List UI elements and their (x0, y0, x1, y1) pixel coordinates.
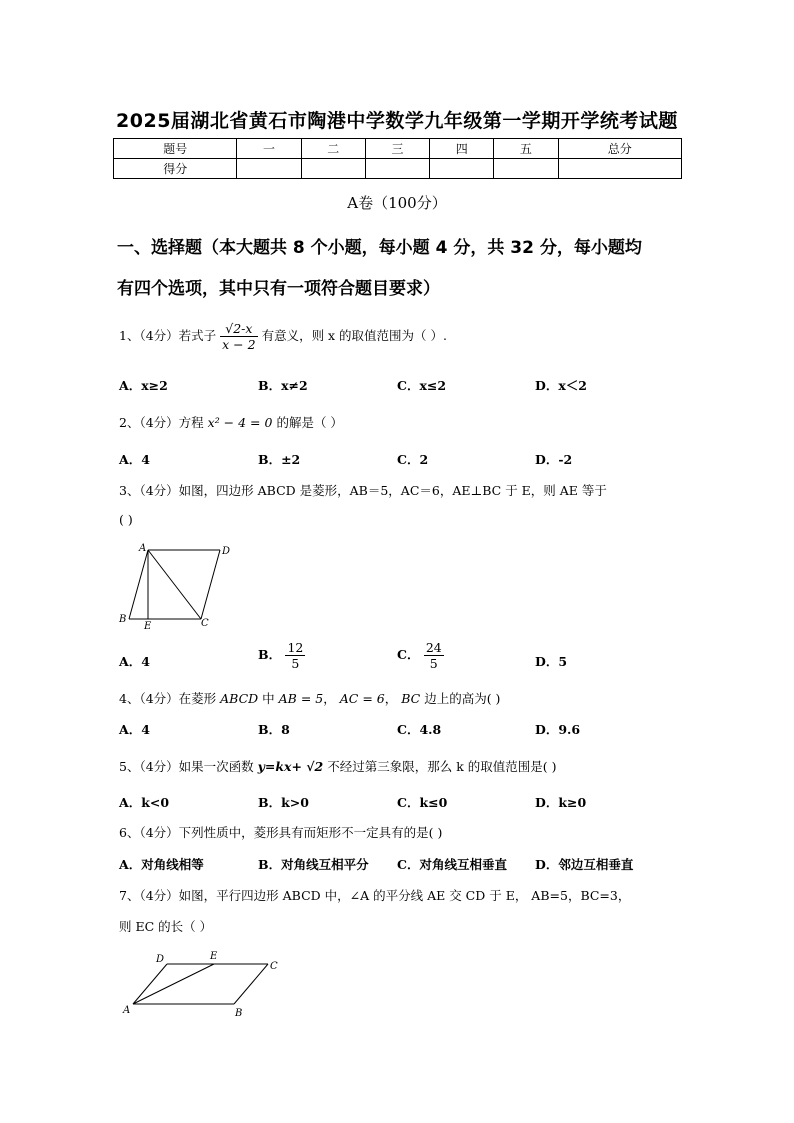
q7-label-e: E (210, 951, 218, 962)
q4-math-ab: AB = 5 (278, 691, 324, 706)
score-table-header-row (114, 139, 682, 159)
q4-prefix: 4、（4分）在菱形 (119, 691, 217, 706)
question-7-line2: 则 EC 的长（ ） (119, 919, 213, 934)
q7-label-a: A (123, 1005, 131, 1016)
q4-math-bc: BC (401, 691, 421, 706)
question-3-line1: 3、（4分）如图，四边形 ABCD 是菱形，AB＝5，AC＝6，AE⊥BC 于 E，则 AE 等于 (119, 483, 607, 498)
score-header-cell: 五 (494, 139, 558, 159)
score-table-score-row (114, 159, 682, 179)
q3-option-c-den: 5 (429, 656, 438, 671)
q5-prefix: 5、（4分）如果一次函数 (119, 759, 254, 774)
q2-prefix: 2、（4分）方程 (119, 415, 204, 430)
q6-option-a[interactable]: A．对角线相等 (119, 857, 204, 872)
q6-option-d[interactable]: D．邻边互相垂直 (535, 857, 634, 872)
question-4 (119, 689, 500, 707)
q4-option-a[interactable]: A．4 (119, 722, 150, 737)
q3-label-e: E (144, 621, 152, 632)
question-6: 6、（4分）下列性质中，菱形具有而矩形不一定具有的是( ) (119, 825, 443, 840)
q7-label-b: B (235, 1008, 243, 1019)
q3-label-c: C (201, 618, 209, 629)
question-3-line2: ( ) (119, 512, 133, 527)
score-cell[interactable] (237, 159, 301, 179)
q5-equation: y=kx+ √2 (257, 759, 324, 774)
q3-option-c-num: 24 (425, 640, 442, 655)
q3-label-d: D (222, 546, 231, 557)
q3-option-c[interactable] (397, 640, 444, 671)
q3-option-d[interactable]: D．5 (535, 654, 568, 669)
q4-text-mid2: ， (323, 691, 336, 706)
question-5 (119, 757, 556, 775)
q7-label-c: C (270, 961, 278, 972)
q2-option-d[interactable]: D．-2 (535, 452, 573, 467)
q3-label-b: B (119, 614, 127, 625)
q4-option-c[interactable]: C．4.8 (397, 722, 442, 737)
q1-suffix: 有意义，则 x 的取值范围为（ ）. (261, 328, 448, 343)
q1-option-b[interactable]: B．x≠2 (258, 378, 308, 393)
q3-rhombus-figure (115, 540, 245, 632)
q3-option-b-label: B． (258, 647, 282, 662)
score-header-cell: 二 (301, 139, 365, 159)
q2-option-a[interactable]: A．4 (119, 452, 150, 467)
q7-parallelogram-figure (115, 945, 295, 1020)
page-title: 2025届湖北省黄石市陶港中学数学九年级第一学期开学统考试题 (116, 110, 678, 132)
volume-heading: A卷（100分） (347, 194, 447, 212)
score-cell[interactable] (301, 159, 365, 179)
score-row-label: 得分 (114, 159, 237, 179)
q6-option-c[interactable]: C．对角线互相垂直 (397, 857, 507, 872)
q3-option-b-den: 5 (291, 656, 300, 671)
q1-prefix: 1、（4分）若式子 (119, 328, 217, 343)
q5-option-c[interactable]: C．k≤0 (397, 795, 448, 810)
q4-option-d[interactable]: D．9.6 (535, 722, 581, 737)
q5-option-a[interactable]: A．k<0 (119, 795, 170, 810)
q4-math-abcd: ABCD (220, 691, 259, 706)
q3-option-b-num: 12 (287, 640, 304, 655)
score-header-cell: 题号 (114, 139, 237, 159)
q4-math-ac: AC = 6 (339, 691, 385, 706)
q3-option-b-fraction (285, 640, 305, 671)
q3-option-c-label: C． (397, 647, 420, 662)
q3-option-b[interactable] (258, 640, 305, 671)
score-header-cell: 三 (365, 139, 429, 159)
q4-text-mid1: 中 (262, 691, 275, 706)
q2-option-c[interactable]: C．2 (397, 452, 429, 467)
score-table (113, 138, 682, 179)
section-heading-line1: 一、选择题（本大题共 8 个小题，每小题 4 分，共 32 分，每小题均 (117, 238, 642, 258)
q5-option-b[interactable]: B．k>0 (258, 795, 309, 810)
q1-frac-num: √2-x (220, 321, 257, 337)
score-header-cell: 四 (430, 139, 494, 159)
question-1 (119, 321, 447, 352)
q3-label-a: A (139, 543, 147, 554)
q5-suffix: 不经过第三象限，那么 k 的取值范围是( ) (327, 759, 557, 774)
q1-option-a[interactable]: A．x≥2 (119, 378, 168, 393)
q1-frac-den: x − 2 (222, 337, 256, 352)
q4-text-mid3: ， (384, 691, 398, 706)
question-2 (119, 413, 343, 431)
score-header-cell: 总分 (558, 139, 681, 159)
q2-equation: x² − 4 = 0 (207, 415, 273, 430)
q3-option-a[interactable]: A．4 (119, 654, 150, 669)
q3-option-c-fraction (424, 640, 444, 671)
score-header-cell: 一 (237, 139, 301, 159)
score-cell[interactable] (494, 159, 558, 179)
section-heading-line2: 有四个选项，其中只有一项符合题目要求） (117, 279, 440, 299)
q1-option-d[interactable]: D．x＜2 (535, 378, 587, 393)
q1-option-c[interactable]: C．x≤2 (397, 378, 447, 393)
q4-suffix: 边上的高为( ) (424, 691, 501, 706)
q4-option-b[interactable]: B．8 (258, 722, 290, 737)
score-cell[interactable] (430, 159, 494, 179)
question-7-line1: 7、（4分）如图，平行四边形 ABCD 中，∠A 的平分线 AE 交 CD 于 E， AB=5，BC=3， (119, 888, 631, 903)
q2-option-b[interactable]: B．±2 (258, 452, 301, 467)
score-cell[interactable] (365, 159, 429, 179)
q7-label-d: D (156, 954, 165, 965)
q5-option-d[interactable]: D．k≥0 (535, 795, 587, 810)
score-cell[interactable] (558, 159, 681, 179)
q6-option-b[interactable]: B．对角线互相平分 (258, 857, 369, 872)
q2-suffix: 的解是（ ） (276, 415, 343, 430)
q1-fraction (220, 321, 257, 352)
